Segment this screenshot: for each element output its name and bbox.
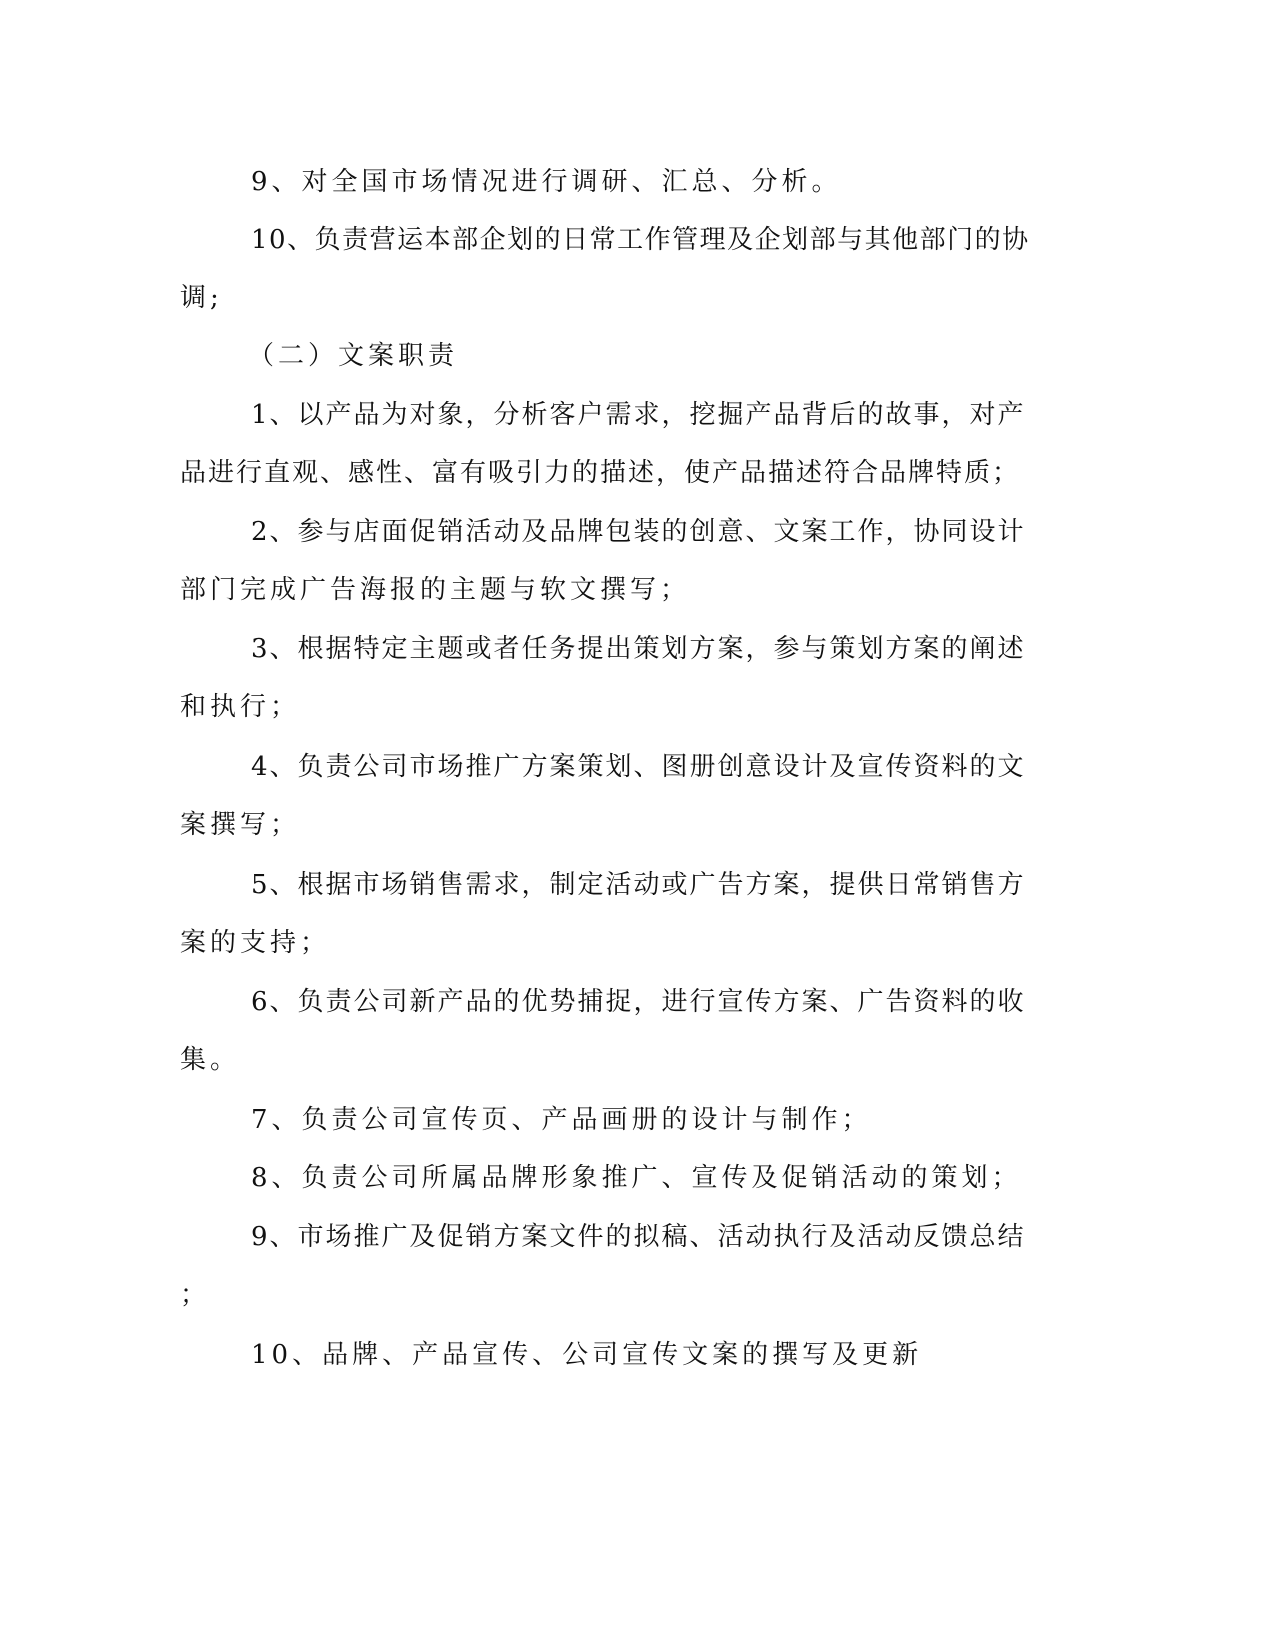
text-line: 2、参与店面促销活动及品牌包装的创意、文案工作，协同设计 [251,517,1026,547]
text-line: 9、对全国市场情况进行调研、汇总、分析。 [251,167,842,197]
text-line: 7、负责公司宣传页、产品画册的设计与制作； [251,1105,872,1135]
text-line: 集。 [180,1045,241,1075]
text-line: 部门完成广告海报的主题与软文撰写； [180,575,691,605]
text-line: 和执行； [180,692,301,722]
text-line: 10、负责营运本部企划的日常工作管理及企划部与其他部门的协 [251,225,1030,255]
text-line: 3、根据特定主题或者任务提出策划方案，参与策划方案的阐述 [251,634,1026,664]
text-line: 品进行直观、感性、富有吸引力的描述，使产品描述符合品牌特质； [180,458,1021,488]
text-line: 10、品牌、产品宣传、公司宣传文案的撰写及更新 [251,1340,923,1370]
text-line: 案的支持； [180,928,331,958]
text-line: 案撰写； [180,810,301,840]
text-line: 8、负责公司所属品牌形象推广、宣传及促销活动的策划； [251,1163,1022,1193]
text-line: 1、以产品为对象，分析客户需求，挖掘产品背后的故事，对产 [251,400,1026,430]
text-line: 5、根据市场销售需求，制定活动或广告方案，提供日常销售方 [251,870,1026,900]
text-line: 9、市场推广及促销方案文件的拟稿、活动执行及活动反馈总结 [251,1222,1026,1252]
text-line: 6、负责公司新产品的优势捕捉，进行宣传方案、广告资料的收 [251,987,1026,1017]
text-line: ； [180,1280,211,1310]
text-line: 4、负责公司市场推广方案策划、图册创意设计及宣传资料的文 [251,752,1026,782]
section-heading: （二）文案职责 [248,341,459,371]
text-line: 调; [180,283,223,313]
